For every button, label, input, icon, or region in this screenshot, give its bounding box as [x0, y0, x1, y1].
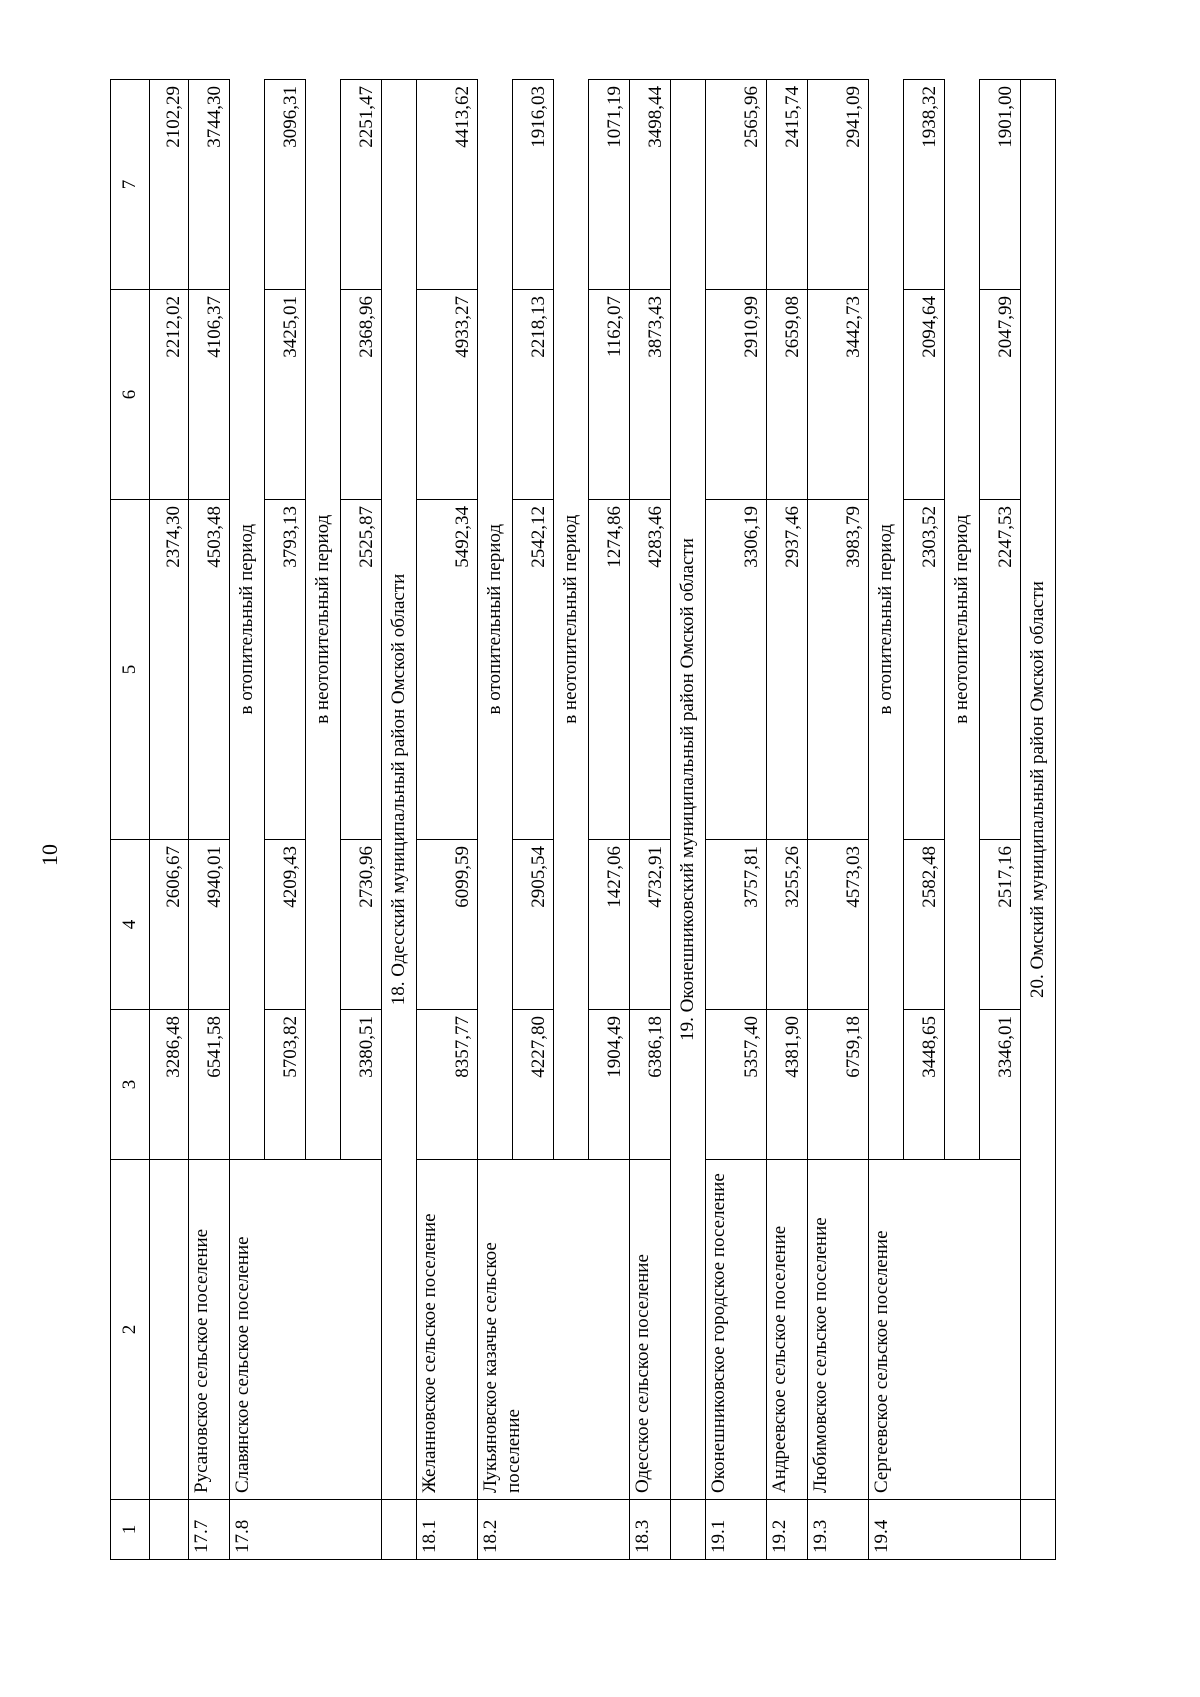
row-name: Оконешниковское городское поселение	[706, 1160, 767, 1500]
table-row	[706, 80, 767, 1560]
value-cell: 2374,30	[150, 500, 189, 840]
value-cell: 2937,46	[767, 500, 808, 840]
value-cell: 3983,79	[808, 500, 869, 840]
value-cell: 4503,48	[189, 500, 230, 840]
value-cell: 3255,26	[767, 840, 808, 1010]
table-header-row	[111, 80, 150, 1560]
value-cell: 6386,18	[630, 1010, 671, 1160]
row-name: Любимовское сельское поселение	[808, 1160, 869, 1500]
value-cell: 5492,34	[417, 500, 478, 840]
value-cell: 1274,86	[589, 500, 630, 840]
value-cell: 4227,80	[513, 1010, 554, 1160]
value-cell: 2542,12	[513, 500, 554, 840]
value-cell: 2212,02	[150, 290, 189, 500]
header-cell: 3	[111, 1010, 150, 1160]
value-cell: 8357,77	[417, 1010, 478, 1160]
value-cell: 3498,44	[630, 80, 671, 290]
table-row	[478, 80, 513, 1560]
section-title: 18. Одесский муниципальный район Омской области	[382, 80, 417, 1500]
value-cell: 3793,13	[265, 500, 306, 840]
table-rotated-wrapper	[110, 80, 1048, 1560]
value-cell: 4573,03	[808, 840, 869, 1010]
row-name: Русановское сельское поселение	[189, 1160, 230, 1500]
period-label: в отопительный период	[478, 80, 513, 1160]
value-cell: 5703,82	[265, 1010, 306, 1160]
row-code: 19.2	[767, 1500, 808, 1560]
row-name: Желанновское сельское поселение	[417, 1160, 478, 1500]
row-name: Лукьяновское казачье сельское поселение	[478, 1160, 630, 1500]
section-empty-cell	[1021, 1500, 1056, 1560]
header-cell: 2	[111, 1160, 150, 1500]
value-cell: 3380,51	[341, 1010, 382, 1160]
value-cell: 4940,01	[189, 840, 230, 1010]
value-cell: 3873,43	[630, 290, 671, 500]
value-cell: 2303,52	[904, 500, 945, 840]
value-cell: 1916,03	[513, 80, 554, 290]
value-cell: 4283,46	[630, 500, 671, 840]
value-cell: 3442,73	[808, 290, 869, 500]
row-name	[150, 1160, 189, 1500]
row-name: Андреевское сельское поселение	[767, 1160, 808, 1500]
value-cell: 2102,29	[150, 80, 189, 290]
period-label: в отопительный период	[230, 80, 265, 1160]
period-label: в неотопительный период	[554, 80, 589, 1160]
value-cell: 2565,96	[706, 80, 767, 290]
value-cell: 2218,13	[513, 290, 554, 500]
row-name: Сергеевское сельское поселение	[869, 1160, 1021, 1500]
value-cell: 3425,01	[265, 290, 306, 500]
value-cell: 3448,65	[904, 1010, 945, 1160]
header-cell: 1	[111, 1500, 150, 1560]
table-row	[417, 80, 478, 1560]
row-code: 18.3	[630, 1500, 671, 1560]
section-row	[1021, 80, 1056, 1560]
value-cell: 5357,40	[706, 1010, 767, 1160]
header-cell: 4	[111, 840, 150, 1010]
section-empty-cell	[671, 1500, 706, 1560]
value-cell: 4933,27	[417, 290, 478, 500]
row-code: 17.7	[189, 1500, 230, 1560]
value-cell: 2910,99	[706, 290, 767, 500]
header-cell: 6	[111, 290, 150, 500]
value-cell: 2905,54	[513, 840, 554, 1010]
row-code: 19.1	[706, 1500, 767, 1560]
section-title: 19. Оконешниковский муниципальный район Омской области	[671, 80, 706, 1500]
table-row	[150, 80, 189, 1560]
value-cell: 1162,07	[589, 290, 630, 500]
row-code: 17.8	[230, 1500, 382, 1560]
section-empty-cell	[382, 1500, 417, 1560]
value-cell: 1938,32	[904, 80, 945, 290]
value-cell: 2415,74	[767, 80, 808, 290]
value-cell: 3096,31	[265, 80, 306, 290]
table-row	[189, 80, 230, 1560]
row-name: Одесское сельское поселение	[630, 1160, 671, 1500]
value-cell: 4209,43	[265, 840, 306, 1010]
value-cell: 2094,64	[904, 290, 945, 500]
value-cell: 2659,08	[767, 290, 808, 500]
table-row	[230, 80, 265, 1560]
value-cell: 2525,87	[341, 500, 382, 840]
value-cell: 4381,90	[767, 1010, 808, 1160]
value-cell: 3286,48	[150, 1010, 189, 1160]
value-cell: 1901,00	[980, 80, 1021, 290]
value-cell: 6099,59	[417, 840, 478, 1010]
section-row	[671, 80, 706, 1560]
row-code: 19.3	[808, 1500, 869, 1560]
period-label: в отопительный период	[869, 80, 904, 1160]
value-cell: 3744,30	[189, 80, 230, 290]
value-cell: 2251,47	[341, 80, 382, 290]
value-cell: 4106,37	[189, 290, 230, 500]
value-cell: 2247,53	[980, 500, 1021, 840]
period-label: в неотопительный период	[945, 80, 980, 1160]
value-cell: 3757,81	[706, 840, 767, 1010]
table-row	[630, 80, 671, 1560]
row-code: 18.2	[478, 1500, 630, 1560]
value-cell: 2941,09	[808, 80, 869, 290]
section-row	[382, 80, 417, 1560]
header-cell: 7	[111, 80, 150, 290]
value-cell: 1071,19	[589, 80, 630, 290]
value-cell: 4413,62	[417, 80, 478, 290]
row-name: Славянское сельское поселение	[230, 1160, 382, 1500]
value-cell: 2517,16	[980, 840, 1021, 1010]
table-row	[808, 80, 869, 1560]
value-cell: 1904,49	[589, 1010, 630, 1160]
value-cell: 3346,01	[980, 1010, 1021, 1160]
section-title: 20. Омский муниципальный район Омской области	[1021, 80, 1056, 1500]
value-cell: 4732,91	[630, 840, 671, 1010]
value-cell: 2730,96	[341, 840, 382, 1010]
row-code: 18.1	[417, 1500, 478, 1560]
table-row	[869, 80, 904, 1560]
value-cell: 1427,06	[589, 840, 630, 1010]
page-number: 10	[37, 844, 62, 866]
value-cell: 3306,19	[706, 500, 767, 840]
value-cell: 6541,58	[189, 1010, 230, 1160]
row-code	[150, 1500, 189, 1560]
value-cell: 2368,96	[341, 290, 382, 500]
table-row	[767, 80, 808, 1560]
header-cell: 5	[111, 500, 150, 840]
tariff-table	[110, 79, 1056, 1560]
value-cell: 2606,67	[150, 840, 189, 1010]
value-cell: 2582,48	[904, 840, 945, 1010]
value-cell: 2047,99	[980, 290, 1021, 500]
period-label: в неотопительный период	[306, 80, 341, 1160]
row-code: 19.4	[869, 1500, 1021, 1560]
value-cell: 6759,18	[808, 1010, 869, 1160]
